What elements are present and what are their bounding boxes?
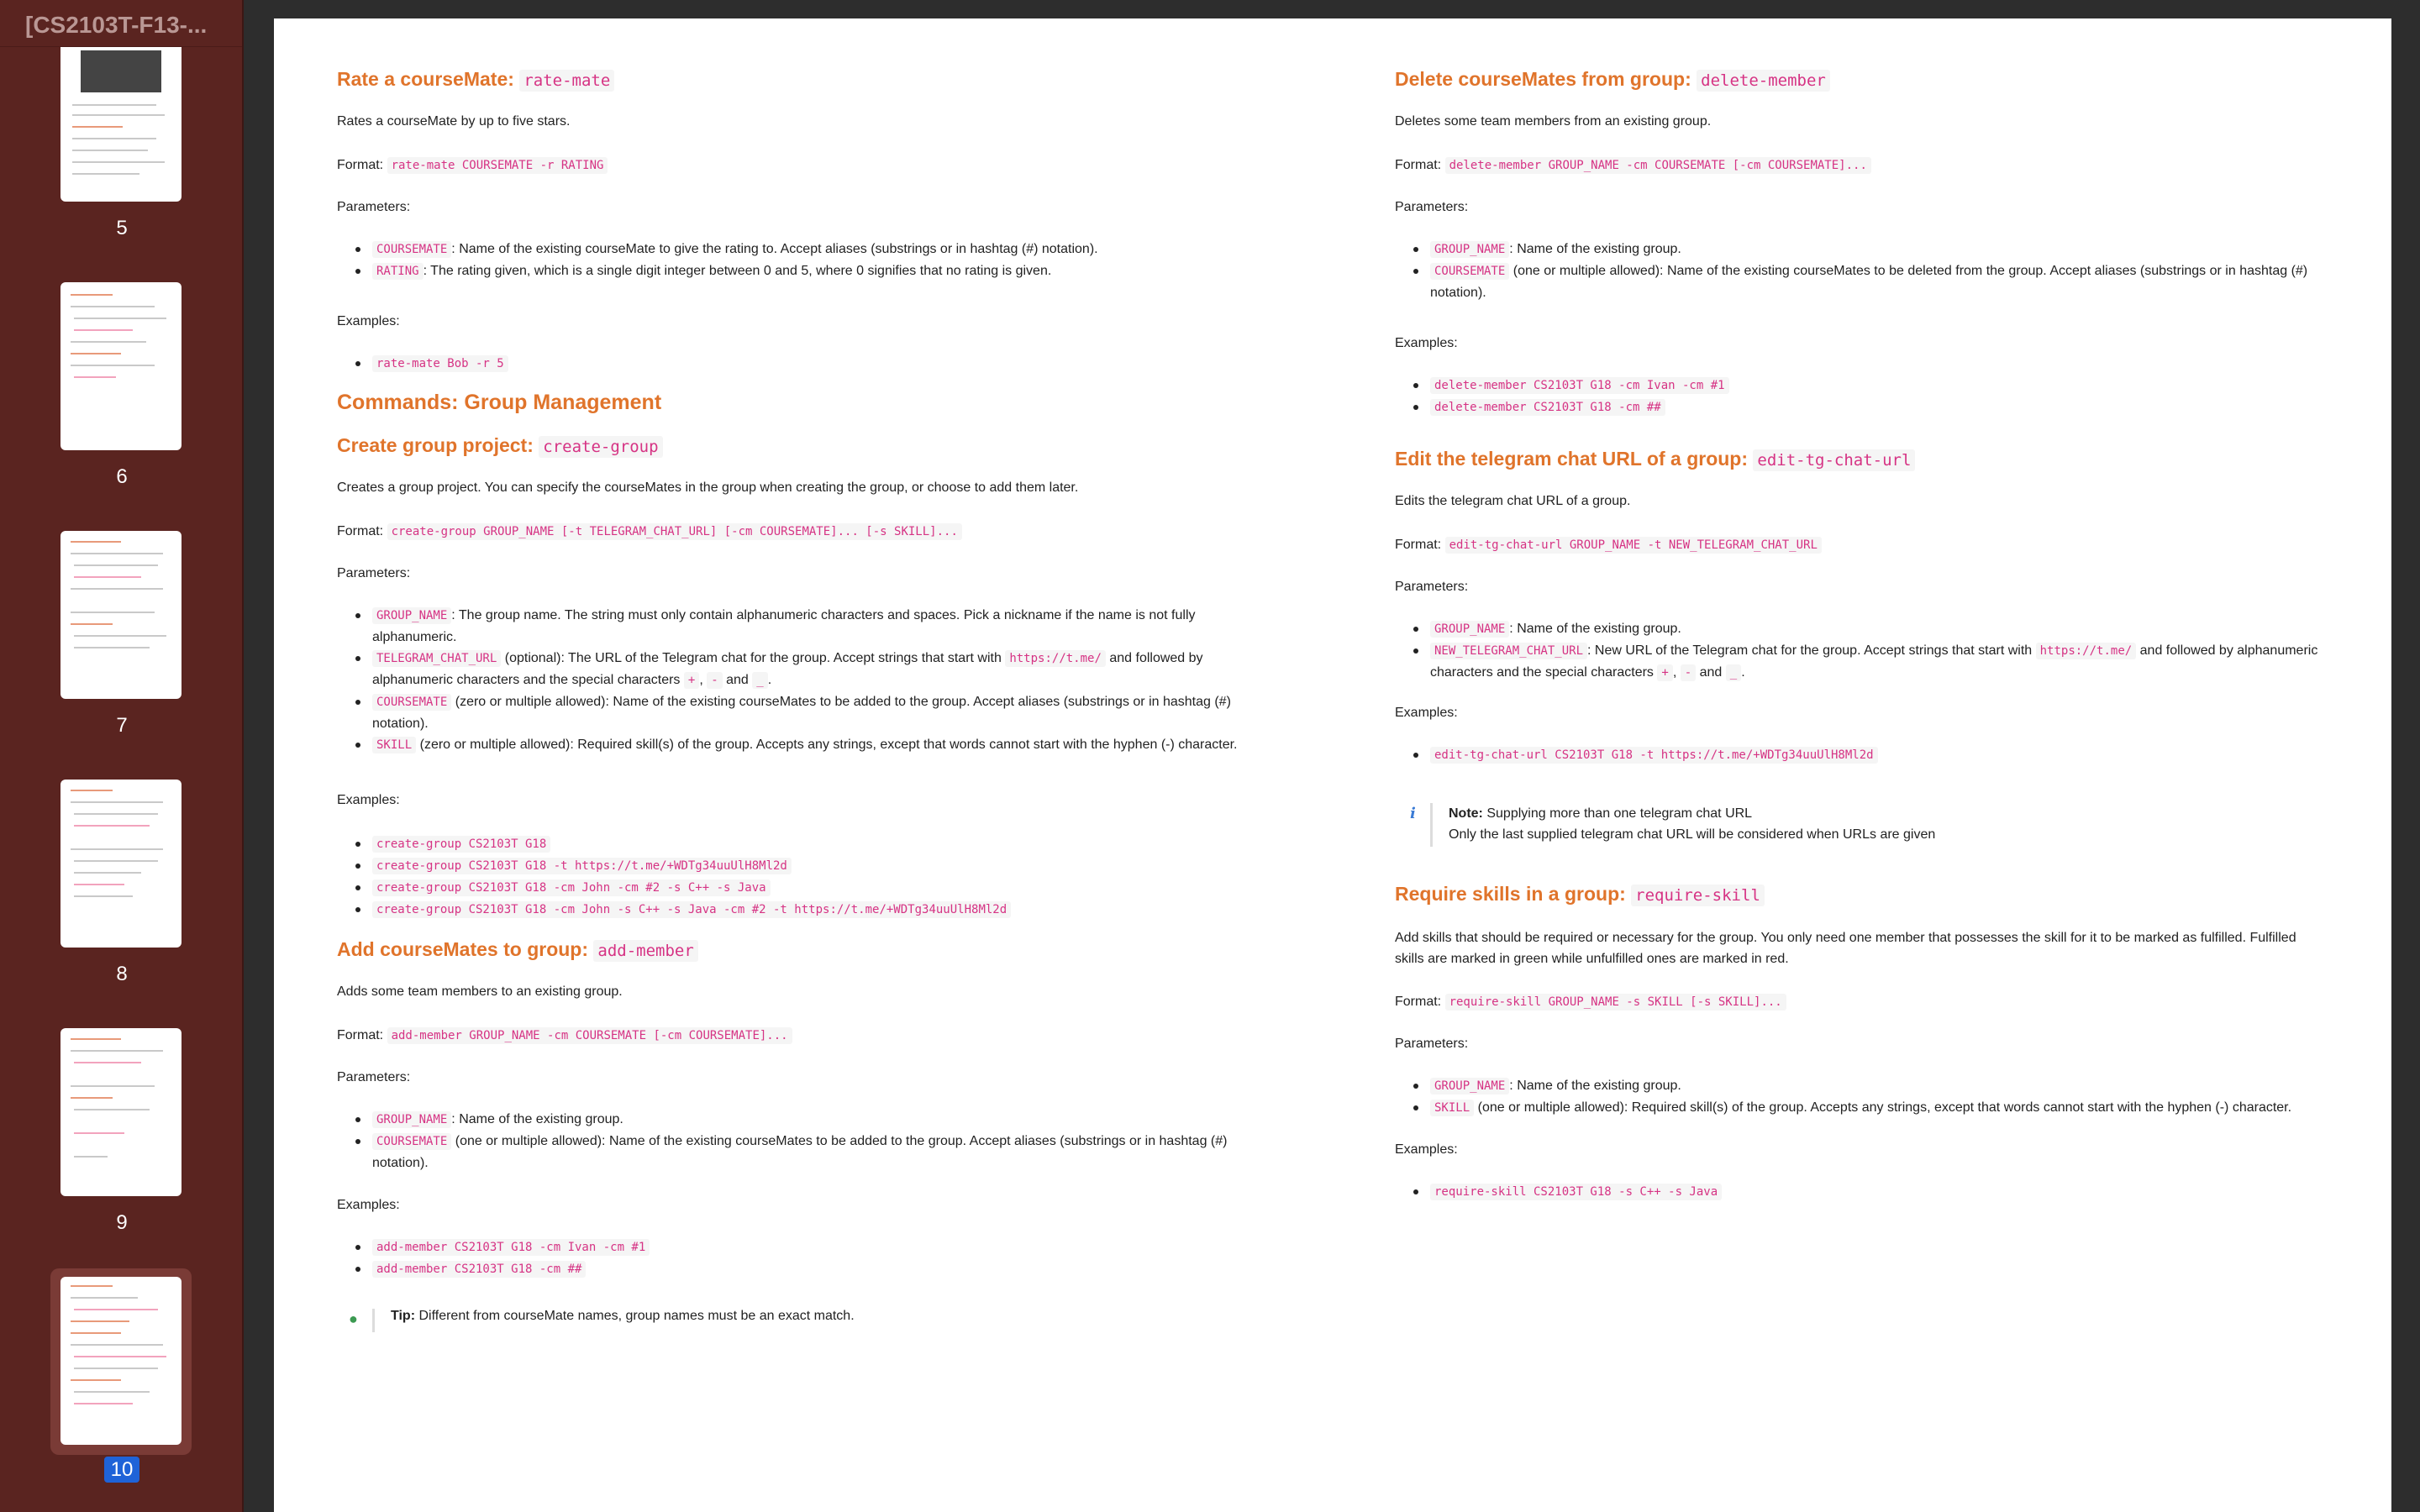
text: notation).	[372, 1156, 429, 1170]
text: Supplying more than one telegram chat URL	[1486, 806, 1753, 821]
list-item	[337, 1109, 1328, 1131]
note-text	[1449, 803, 1935, 845]
inline-code: create-group CS2103T G18 -cm John -cm #2 -s C++ -s Java	[372, 879, 771, 896]
delete-member-parameter-list	[1395, 239, 2353, 303]
list-item	[337, 1236, 1328, 1258]
list-item	[337, 877, 1328, 899]
inline-code: require-skill	[1631, 885, 1765, 906]
text: skills are marked in green while unfulfilled ones are marked in red.	[1395, 952, 1789, 966]
inline-code: create-group	[539, 436, 662, 458]
inline-code: GROUP_NAME	[372, 1111, 451, 1128]
page-thumbnail-8[interactable]	[60, 780, 182, 948]
page-number-8: 8	[116, 963, 128, 985]
list-item: NEW_TELEGRAM_CHAT_URL : New URL of the Telegram chat for the group. Accept strings that start with https://t.me/ and followed by alphanumeric characters and the special characters + , - and _ .	[1395, 640, 2353, 684]
page-number-7: 7	[116, 714, 128, 737]
list-item	[337, 833, 1328, 855]
add-member-heading	[337, 936, 1328, 964]
require-skill-heading	[1395, 880, 2353, 909]
list-item	[1395, 396, 2353, 418]
inline-code: -	[707, 672, 722, 689]
text: Add courseMates to group:	[337, 938, 589, 960]
text: notation).	[1430, 286, 1486, 300]
inline-code: SKILL	[1430, 1100, 1474, 1116]
inline-code: delete-member CS2103T G18 -cm Ivan -cm #1	[1430, 377, 1729, 394]
inline-code: +	[684, 672, 699, 689]
rate-mate-parameters-label: Parameters:	[337, 200, 411, 214]
inline-code: create-group CS2103T G18 -cm John -s C++ -s Java -cm #2 -t https://t.me/+WDTg34uuUlH8Ml2d	[372, 901, 1011, 918]
text: and	[1699, 665, 1723, 680]
inline-code: GROUP_NAME	[372, 607, 451, 624]
create-group-heading	[337, 432, 1328, 460]
text: Format:	[337, 524, 384, 538]
inline-code: _	[1726, 664, 1741, 681]
list-item	[337, 605, 1328, 648]
text: : Name of the existing courseMate to give the rating to. Accept aliases (substrings or in hashtag (#) notation).	[451, 242, 1098, 256]
list-item	[337, 734, 1328, 756]
list-item	[337, 1258, 1328, 1280]
inline-code: GROUP_NAME	[1430, 1078, 1509, 1095]
inline-code: edit-tg-chat-url GROUP_NAME -t NEW_TELEGRAM_CHAT_URL	[1445, 537, 1822, 554]
add-member-format	[337, 1025, 1328, 1047]
list-item	[337, 855, 1328, 877]
text: Require skills in a group:	[1395, 883, 1626, 905]
text: : Name of the existing group.	[1509, 1079, 1681, 1093]
add-member-examples-label: Examples:	[337, 1198, 400, 1212]
edit-tg-chat-url-parameters-label: Parameters:	[1395, 580, 1469, 594]
rate-mate-format	[337, 155, 1328, 176]
group-management-heading: Commands: Group Management	[337, 391, 662, 414]
rate-mate-examples-label: Examples:	[337, 314, 400, 328]
inline-code: COURSEMATE	[372, 1133, 451, 1150]
text: Create group project:	[337, 434, 534, 456]
inline-code: NEW_TELEGRAM_CHAT_URL	[1430, 643, 1587, 659]
text: (one or multiple allowed): Required skill(s) of the group. Accepts any strings, except that words cannot start with the hyphen (-) character.	[1477, 1100, 2292, 1115]
delete-member-examples-label: Examples:	[1395, 336, 1458, 350]
list-item	[1395, 744, 2353, 766]
note-callout	[1395, 800, 2353, 850]
text: (optional): The URL of the Telegram chat for the group. Accept strings that start with	[504, 651, 1002, 665]
text: and followed by	[1109, 651, 1203, 665]
edit-tg-chat-url-examples-label: Examples:	[1395, 706, 1458, 720]
thumbnail-sidebar	[0, 0, 244, 1512]
inline-code: delete-member CS2103T G18 -cm ##	[1430, 399, 1665, 416]
add-member-parameter-list	[337, 1109, 1328, 1173]
inline-code: add-member GROUP_NAME -cm COURSEMATE [-cm COURSEMATE]...	[387, 1027, 792, 1044]
require-skill-format	[1395, 991, 2353, 1013]
inline-code: +	[1657, 664, 1672, 681]
bold-label: Tip:	[391, 1309, 416, 1323]
text: Rate a courseMate:	[337, 68, 514, 90]
delete-member-parameters-label: Parameters:	[1395, 200, 1469, 214]
rate-mate-description: Rates a courseMate by up to five stars.	[337, 114, 571, 129]
text: : New URL of the Telegram chat for the group. Accept strings that start with	[1587, 643, 2033, 658]
delete-member-format	[1395, 155, 2353, 176]
require-skill-examples	[1395, 1181, 2353, 1203]
inline-code: edit-tg-chat-url CS2103T G18 -t https://t.me/+WDTg34uuUlH8Ml2d	[1430, 747, 1878, 764]
list-item	[337, 899, 1328, 921]
text: : Name of the existing group.	[451, 1112, 623, 1126]
text: Format:	[1395, 158, 1442, 172]
tip-text	[391, 1309, 855, 1324]
text: Format:	[1395, 538, 1442, 552]
text: notation).	[372, 717, 429, 731]
create-group-parameter-list	[337, 605, 1328, 756]
inline-code: rate-mate	[519, 70, 614, 92]
require-skill-examples-label: Examples:	[1395, 1142, 1458, 1157]
list-item	[1395, 1097, 2353, 1119]
text: and followed by alphanumeric	[2139, 643, 2318, 658]
inline-code: COURSEMATE	[1430, 263, 1509, 280]
text: Format:	[337, 158, 384, 172]
require-skill-parameters-label: Parameters:	[1395, 1037, 1469, 1051]
text: Add skills that should be required or necessary for the group. You only need one member that possesses the skill for it to be marked as fulfilled. Fulfilled	[1395, 931, 2296, 945]
list-item	[1395, 375, 2353, 396]
text: : Name of the existing group.	[1509, 242, 1681, 256]
inline-code: delete-member	[1697, 70, 1830, 92]
text: (zero or multiple allowed): Name of the existing courseMates to be added to the group. Accept aliases (substrings or in hashtag (#)	[455, 695, 1231, 709]
edit-tg-chat-url-heading	[1395, 445, 2353, 474]
lightbulb-icon: ●	[349, 1310, 358, 1327]
edit-tg-chat-url-examples	[1395, 744, 2353, 766]
text: (one or multiple allowed): Name of the existing courseMates to be added to the group. Accept aliases (substrings or in hashtag (#)	[455, 1134, 1228, 1148]
inline-code: _	[752, 672, 767, 689]
list-item	[1395, 260, 2353, 303]
rate-mate-parameter-list	[337, 239, 1328, 282]
text: 10	[104, 1457, 140, 1483]
inline-code: COURSEMATE	[372, 694, 451, 711]
inline-code: RATING	[372, 263, 424, 280]
text: Only the last supplied telegram chat URL will be considered when URLs are given	[1449, 827, 1936, 842]
inline-code: add-member CS2103T G18 -cm Ivan -cm #1	[372, 1239, 650, 1256]
create-group-format	[337, 521, 1328, 543]
text: alphanumeric characters and the special characters	[372, 673, 681, 687]
inline-code: GROUP_NAME	[1430, 241, 1509, 258]
list-item	[1395, 1181, 2353, 1203]
inline-code: edit-tg-chat-url	[1753, 449, 1915, 471]
page-number-6: 6	[116, 465, 128, 488]
list-item	[337, 353, 1328, 375]
text: Format:	[337, 1028, 384, 1042]
edit-tg-chat-url-description: Edits the telegram chat URL of a group.	[1395, 494, 1631, 508]
list-item	[337, 691, 1328, 734]
create-group-examples-label: Examples:	[337, 793, 400, 807]
text: (one or multiple allowed): Name of the existing courseMates to be deleted from the group. Accept aliases (substrings or in hashtag (#)	[1512, 264, 2308, 278]
add-member-parameters-label: Parameters:	[337, 1070, 411, 1084]
inline-code: COURSEMATE	[372, 241, 451, 258]
rate-mate-examples	[337, 353, 1328, 375]
list-item	[1395, 1075, 2353, 1097]
inline-code: SKILL	[372, 737, 416, 753]
inline-code: add-member	[593, 940, 697, 962]
inline-code: rate-mate COURSEMATE -r RATING	[387, 157, 608, 174]
require-skill-description	[1395, 927, 2353, 969]
edit-tg-chat-url-format	[1395, 534, 2353, 556]
text: alphanumeric.	[372, 630, 457, 644]
page-thumbnail-6[interactable]	[60, 282, 182, 450]
text: and	[726, 673, 749, 687]
text: : The rating given, which is a single digit integer between 0 and 5, where 0 signifies that no rating is given.	[423, 264, 1052, 278]
create-group-description: Creates a group project. You can specify the courseMates in the group when creating the group, or choose to add them later.	[337, 480, 1079, 495]
page-number-5: 5	[116, 217, 128, 239]
tip-callout	[337, 1305, 1328, 1339]
inline-code: rate-mate Bob -r 5	[372, 355, 508, 372]
document-page	[274, 18, 2391, 1512]
text: Edit the telegram chat URL of a group:	[1395, 448, 1748, 470]
page-thumbnail-7[interactable]	[60, 531, 182, 699]
rate-mate-heading	[337, 66, 1328, 94]
delete-member-description: Deletes some team members from an existing group.	[1395, 114, 1712, 129]
inline-code: https://t.me/	[1005, 650, 1106, 667]
info-icon: i	[1410, 805, 1416, 822]
require-skill-parameter-list	[1395, 1075, 2353, 1119]
inline-code: delete-member GROUP_NAME -cm COURSEMATE [-cm COURSEMATE]...	[1445, 157, 1871, 174]
bold-label: Note:	[1449, 806, 1483, 821]
inline-code: add-member CS2103T G18 -cm ##	[372, 1261, 586, 1278]
delete-member-heading	[1395, 66, 2353, 94]
page-thumbnail-10[interactable]	[60, 1277, 182, 1445]
inline-code: create-group CS2103T G18 -t https://t.me/+WDTg34uuUlH8Ml2d	[372, 858, 792, 874]
callout-divider	[372, 1309, 375, 1332]
text: characters and the special characters	[1430, 665, 1654, 680]
text: Delete courseMates from group:	[1395, 68, 1691, 90]
inline-code: https://t.me/	[2036, 643, 2137, 659]
inline-code: TELEGRAM_CHAT_URL	[372, 650, 501, 667]
edit-tg-chat-url-parameter-list	[1395, 618, 2353, 684]
create-group-parameters-label: Parameters:	[337, 566, 411, 580]
list-item	[337, 239, 1328, 260]
text: : The group name. The string must only contain alphanumeric characters and spaces. Pick a nickname if the name is not fully	[451, 608, 1196, 622]
page-number-10	[0, 1458, 244, 1482]
page-number-9: 9	[116, 1211, 128, 1234]
text: (zero or multiple allowed): Required skill(s) of the group. Accepts any strings, except that words cannot start with the hyphen (-) character.	[419, 738, 1238, 752]
inline-code: create-group CS2103T G18	[372, 836, 550, 853]
list-item	[337, 260, 1328, 282]
inline-code: require-skill CS2103T G18 -s C++ -s Java	[1430, 1184, 1722, 1200]
document-title: [CS2103T-F13-...	[0, 0, 244, 47]
delete-member-examples	[1395, 375, 2353, 418]
inline-code: require-skill GROUP_NAME -s SKILL [-s SKILL]...	[1445, 994, 1786, 1011]
list-item	[337, 1131, 1328, 1173]
text: : Name of the existing group.	[1509, 622, 1681, 636]
list-item	[1395, 618, 2353, 640]
inline-code: GROUP_NAME	[1430, 621, 1509, 638]
create-group-examples	[337, 833, 1328, 921]
text: Different from courseMate names, group names must be an exact match.	[418, 1309, 855, 1323]
inline-code: -	[1681, 664, 1696, 681]
list-item: TELEGRAM_CHAT_URL (optional): The URL of the Telegram chat for the group. Accept strings that start with https://t.me/ and followed by alphanumeric characters and the special characters + , - and _ .	[337, 648, 1328, 691]
inline-code: create-group GROUP_NAME [-t TELEGRAM_CHAT_URL] [-cm COURSEMATE]... [-s SKILL]...	[387, 523, 962, 540]
page-thumbnail-9[interactable]	[60, 1028, 182, 1196]
page-thumbnail-5[interactable]	[60, 34, 182, 202]
add-member-examples	[337, 1236, 1328, 1280]
callout-divider	[1430, 803, 1433, 847]
add-member-description: Adds some team members to an existing group.	[337, 984, 623, 999]
list-item	[1395, 239, 2353, 260]
text: Format:	[1395, 995, 1442, 1009]
